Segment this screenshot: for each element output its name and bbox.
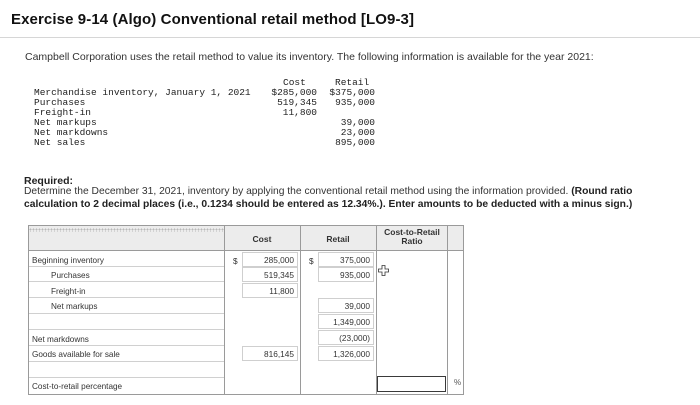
row-divider [29,266,224,267]
row-divider [29,297,224,298]
given-retail-value: $375,000 [329,87,375,98]
row-divider [29,250,463,251]
available-cost-input[interactable] [242,346,298,361]
markups-retail-input[interactable] [318,298,374,313]
given-label: Merchandise inventory, January 1, 2021 [34,87,251,98]
required-rounding-note: (Round ratio calculation to 2 decimal places (i.e., 0.1234 should be entered as 12.34%.). Enter amounts to be deducted with a minus sign.) [24,186,633,210]
row-divider [29,345,224,346]
given-label: Net markups [34,117,97,128]
row-label-beginning-inventory: Beginning inventory [32,256,104,265]
row-label-freight-in: Freight-in [51,287,86,296]
row-divider [29,377,224,378]
row-label-cost-to-retail-percentage: Cost-to-retail percentage [32,382,123,391]
column-header-cost: Cost [252,234,272,244]
title-bar [0,0,700,38]
given-retail-header: Retail [335,77,370,88]
given-label: Purchases [34,97,86,108]
required-label: Required: [24,175,74,187]
col-divider [376,226,377,394]
row-divider [29,313,224,314]
markdowns-retail-value: (23,000) [339,333,370,343]
column-header-retail: Retail [326,234,350,244]
row-divider [29,281,224,282]
currency-symbol: $ [309,256,314,266]
required-text [24,186,684,211]
given-cost-header: Cost [283,77,306,88]
col-divider [224,226,225,394]
purchases-cost-input[interactable] [242,267,298,282]
move-cursor-icon [378,265,389,276]
given-label: Freight-in [34,107,92,118]
freight-cost-input[interactable] [242,283,298,298]
given-label: Net sales [34,137,86,148]
available-cost-value: 816,145 [264,349,294,359]
given-cost-value: 519,345 [277,97,317,108]
given-labels [34,88,251,148]
beginning-retail-input[interactable] [318,252,374,267]
available-retail-value: 1,326,000 [333,349,370,359]
row-label-goods-available: Goods available for sale [32,350,120,359]
column-header-ratio: Cost-to-Retail Ratio [384,227,440,246]
given-retail-value: 39,000 [340,117,375,128]
row-divider [29,329,224,330]
subtotal-retail-input[interactable] [318,314,374,329]
currency-symbol: $ [233,256,238,266]
beginning-cost-value: 285,000 [264,255,294,265]
beginning-retail-value: 375,000 [340,255,370,265]
purchases-cost-value: 519,345 [264,270,294,280]
cost-to-retail-ratio-input[interactable] [377,376,446,392]
percent-symbol: % [454,378,462,387]
given-cost-value: 11,800 [282,107,317,118]
col-divider [447,226,448,394]
markups-retail-value: 39,000 [344,301,370,311]
subtotal-retail-value: 1,349,000 [333,317,370,327]
freight-cost-value: 11,800 [269,286,294,296]
row-label-net-markdowns: Net markdowns [32,335,89,344]
row-divider [29,361,224,362]
available-retail-input[interactable] [318,346,374,361]
required-instruction: Determine the December 31, 2021, inventory by applying the conventional retail method using the information provided. [24,186,569,197]
given-retail-value: 935,000 [335,97,375,108]
given-retail-column [322,88,375,148]
given-retail-value: 895,000 [335,137,375,148]
problem-intro: Campbell Corporation uses the retail method to value its inventory. The following information is available for the year 2021: [25,51,594,63]
given-retail-value: 23,000 [340,127,375,138]
row-label-purchases: Purchases [51,271,90,280]
given-cost-column [260,88,317,118]
row-label-net-markups: Net markups [51,302,98,311]
markdowns-retail-input[interactable] [318,330,374,345]
given-cost-value: $285,000 [271,87,317,98]
purchases-retail-value: 935,000 [340,270,370,280]
table-header-pattern [29,228,224,232]
page-title: Exercise 9-14 (Algo) Conventional retail method [LO9-3] [11,11,415,28]
beginning-cost-input[interactable] [242,252,298,267]
purchases-retail-input[interactable] [318,267,374,282]
col-divider [300,226,301,394]
given-label: Net markdowns [34,127,109,138]
